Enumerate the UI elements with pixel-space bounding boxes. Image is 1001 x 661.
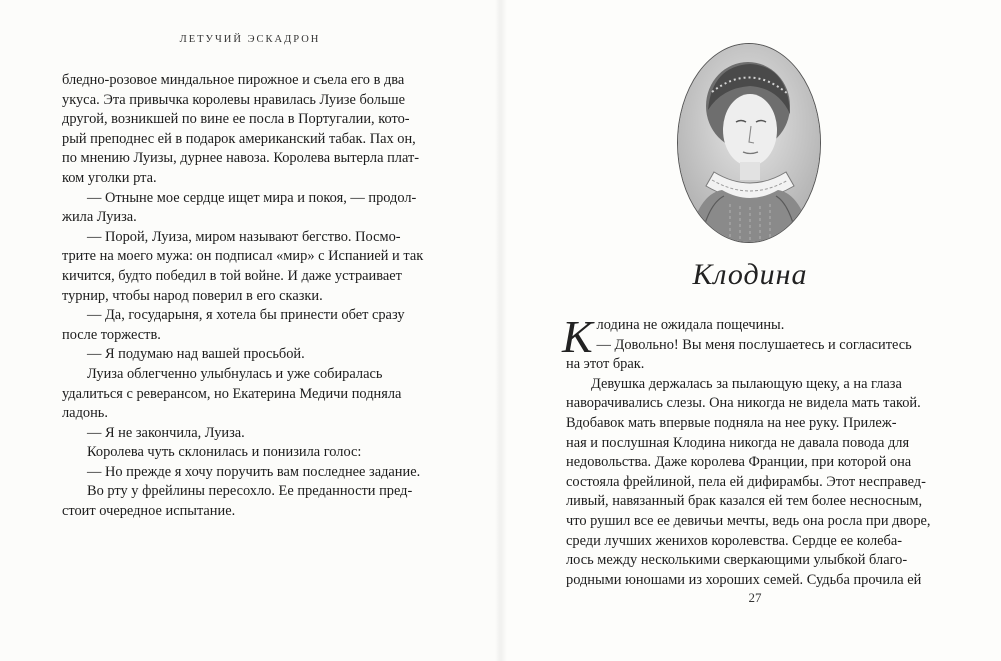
text-line: недовольства. Даже королева Франции, при которой она	[566, 454, 912, 471]
text-line: турнир, чтобы народ поверил в его сказки.	[62, 287, 323, 304]
text-line: состояла фрейлиной, пела ей дифирамбы. Этот несправед-	[566, 473, 926, 490]
text-line: на этот брак.	[566, 356, 645, 373]
text-line: Луиза облегченно улыбнулась и уже собиралась	[87, 365, 383, 382]
text-line: — Порой, Луиза, миром называют бегство. Посмо-	[87, 228, 401, 245]
right-text-column	[562, 311, 948, 590]
text-line: ная и послушная Клодина никогда не давала повода для	[566, 434, 910, 451]
text-line: лось между несколькими сверкающими улыбкой благо-	[566, 552, 908, 569]
chapter-title: Клодина	[692, 258, 808, 291]
text-line: — Да, государыня, я хотела бы принести обет сразу	[87, 307, 405, 324]
text-line: ладонь.	[62, 405, 108, 422]
text-line: — Я не закончила, Луиза.	[87, 424, 245, 441]
text-line: — Довольно! Вы меня послушаетесь и согласитесь	[596, 336, 912, 353]
text-line: жила Луиза.	[62, 209, 137, 226]
text-line: кичится, будто победил в той войне. И даже устраивает	[62, 267, 402, 284]
text-line: родными юношами из хороших семей. Судьба прочила ей	[566, 571, 922, 588]
text-line: — Я подумаю над вашей просьбой.	[87, 346, 305, 363]
text-line: Вдобавок мать впервые подняла на нее руку. Прилеж-	[566, 414, 897, 431]
text-line: среди лучших женихов королевства. Сердце ее колеба-	[566, 532, 903, 549]
text-line: после торжеств.	[62, 326, 161, 343]
text-line: трите на моего мужа: он подписал «мир» с Испанией и так	[62, 248, 424, 265]
text-line: Девушка держалась за пылающую щеку, а на глаза	[591, 375, 902, 392]
page-number: 27	[748, 590, 762, 605]
text-line: укуса. Эта привычка королевы нравилась Луизе больше	[62, 91, 406, 108]
text-line: по мнению Луизы, дурнее навоза. Королева вытерла плат-	[62, 150, 420, 167]
text-line: Во рту у фрейлины пересохло. Ее преданности пред-	[87, 483, 413, 500]
portrait-illustration	[677, 43, 821, 243]
text-line: что рушил все ее девичьи мечты, ведь она росла при дворе,	[566, 512, 931, 529]
text-line: другой, возникшей по вине ее посла в Португалии, кото-	[62, 111, 410, 128]
text-line: ливый, навязанный брак казался ей тем более несносным,	[566, 493, 923, 510]
first-line-text: лодина не ожидала пощечины.	[596, 317, 785, 333]
text-line: — Но прежде я хочу поручить вам последнее задание.	[87, 463, 421, 480]
text-line: Королева чуть склонилась и понизила голос:	[87, 444, 362, 461]
text-line: ком уголки рта.	[62, 169, 157, 186]
text-line: удалиться с реверансом, но Екатерина Медичи подняла	[62, 385, 402, 402]
text-line: рый преподнес ей в подарок американский табак. Пах он,	[62, 130, 416, 147]
text-line: — Отныне мое сердце ищет мира и покоя, — продол-	[87, 189, 417, 206]
left-text-column	[62, 71, 446, 522]
running-head: ЛЕТУЧИЙ ЭСКАДРОН	[179, 34, 321, 45]
drop-cap: К	[562, 311, 593, 362]
text-line: стоит очередное испытание.	[62, 503, 236, 520]
text-line: наворачивались слезы. Она никогда не видела мать такой.	[566, 395, 921, 412]
text-line: бледно-розовое миндальное пирожное и съела его в два	[62, 72, 405, 88]
book-gutter	[495, 0, 507, 661]
